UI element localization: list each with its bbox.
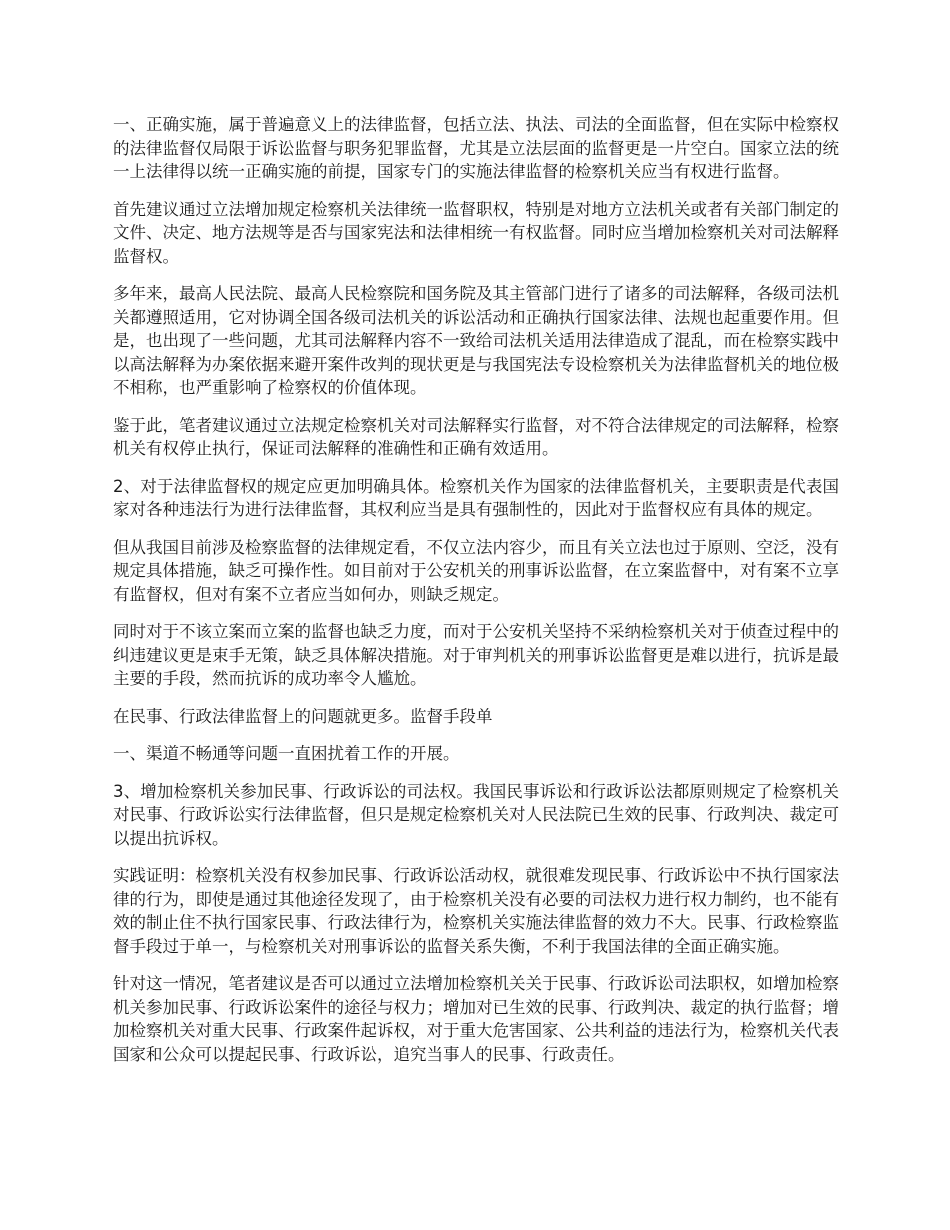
paragraph-2: 首先建议通过立法增加规定检察机关法律统一监督职权，特别是对地方立法机关或者有关部门制定的文件、决定、地方法规等是否与国家宪法和法律相统一有权监督。同时应当增加检察机关对司法解释监督权。 (113, 199, 839, 266)
paragraph-1: 一、正确实施，属于普遍意义上的法律监督，包括立法、执法、司法的全面监督，但在实际中检察权的法律监督仅局限于诉讼监督与职务犯罪监督，尤其是立法层面的监督更是一片空白。国家立法的统一上法律得以统一正确实施的前提，国家专门的实施法律监督的检察机关应当有权进行监督。 (113, 115, 839, 181)
paragraph-12: 针对这一情况，笔者建议是否可以通过立法增加检察机关关于民事、行政诉讼司法职权，如增加检察机关参加民事、行政诉讼案件的途径与权力；增加对已生效的民事、行政判决、裁定的执行监督；增加检察机关对重大民事、行政案件起诉权，对于重大危害国家、公共利益的违法行为，检察机关代表国家和公众可以提起民事、行政诉讼，追究当事人的民事、行政责任。 (113, 974, 839, 1064)
paragraph-5: 2、对于法律监督权的规定应更加明确具体。检察机关作为国家的法律监督机关，主要职责是代表国家对各种违法行为进行法律监督，其权利应当是具有强制性的，因此对于监督权应有具体的规定。 (113, 476, 839, 519)
paragraph-11: 实践证明：检察机关没有权参加民事、行政诉讼活动权，就很难发现民事、行政诉讼中不执行国家法律的行为，即使是通过其他途径发现了，由于检察机关没有必要的司法权力进行权力制约，也不能有效的制止住不执行国家民事、行政法律行为，检察机关实施法律监督的效力不大。民事、行政检察监督手段过于单一，与检察机关对刑事诉讼的监督关系失衡，不利于我国法律的全面正确实施。 (113, 866, 839, 956)
paragraph-9: 一、渠道不畅通等问题一直困扰着工作的开展。 (113, 744, 460, 763)
paragraph-10: 3、增加检察机关参加民事、行政诉讼的司法权。我国民事诉讼和行政诉讼法都原则规定了检察机关对民事、行政诉讼实行法律监督，但只是规定检察机关对人民法院已生效的民事、行政判决、裁定可以提出抗诉权。 (113, 781, 839, 848)
document-body (113, 113, 839, 1080)
paragraph-3: 多年来，最高人民法院、最高人民检察院和国务院及其主管部门进行了诸多的司法解释，各级司法机关都遵照适用，它对协调全国各级司法机关的诉讼活动和正确执行国家法律、法规也起重要作用。但是，也出现了一些问题，尤其司法解释内容不一致给司法机关适用法律造成了混乱，而在检察实践中以高法解释为办案依据来避开案件改判的现状更是与我国宪法专设检察机关为法律监督机关的地位极不相称，也严重影响了检察权的价值体现。 (113, 284, 839, 397)
paragraph-7: 同时对于不该立案而立案的监督也缺乏力度，而对于公安机关坚持不采纳检察机关对于侦查过程中的纠违建议更是束手无策，缺乏具体解决措施。对于审判机关的刑事诉讼监督更是难以进行，抗诉是最主要的手段，然而抗诉的成功率令人尴尬。 (113, 622, 839, 688)
paragraph-6: 但从我国目前涉及检察监督的法律规定看，不仅立法内容少，而且有关立法也过于原则、空泛，没有规定具体措施，缺乏可操作性。如目前对于公安机关的刑事诉讼监督，在立案监督中，对有案不立享有监督权，但对有案不立者应当如何办，则缺乏规定。 (113, 537, 839, 604)
paragraph-4: 鉴于此，笔者建议通过立法规定检察机关对司法解释实行监督，对不符合法律规定的司法解释，检察机关有权停止执行，保证司法解释的准确性和正确有效适用。 (113, 415, 839, 458)
paragraph-8: 在民事、行政法律监督上的问题就更多。监督手段单 (113, 706, 493, 726)
